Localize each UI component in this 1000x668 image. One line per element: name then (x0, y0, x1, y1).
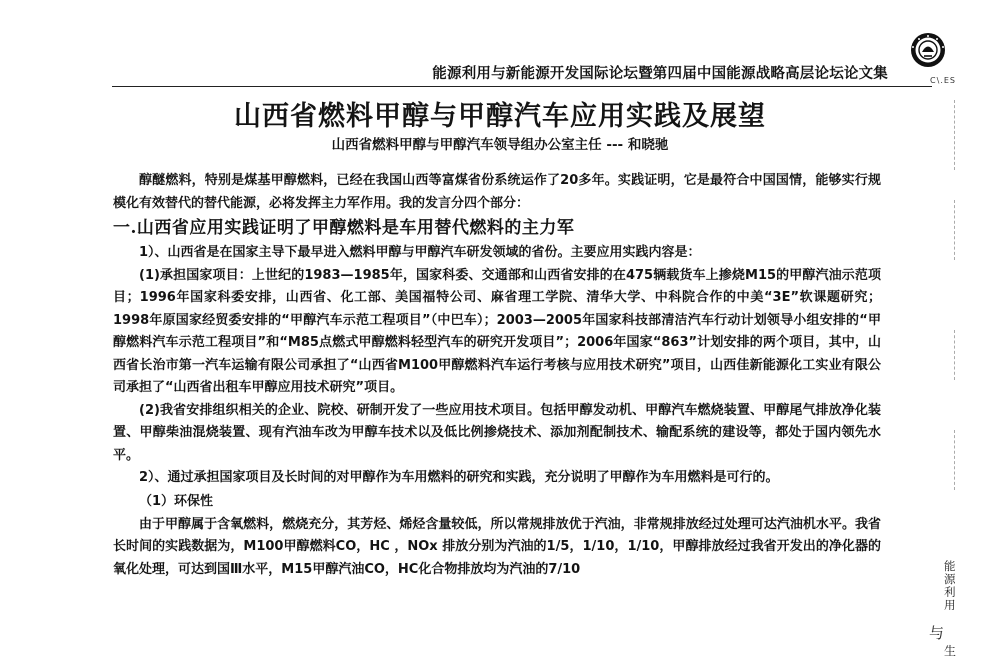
environment-paragraph: 由于甲醇属于含氧燃料，燃烧充分，其芳烃、烯烃含量较低，所以常规排放优于汽油，非常规排放经过处理可达汽油机水平。我省长时间的实践数据为，M100甲醇燃料CO，HC ，NOx 排放分别为汽油的1/5，1/10，1/10，甲醇排放经过我省开发出的净化器的氧化处理，可达到国Ⅲ水平，M15甲醇汽油CO，HC化合物排放均为汽油的7/10 (113, 516, 881, 577)
margin-vertical-text: 能源利用 (944, 559, 956, 612)
running-title: 能源利用与新能源开发国际论坛暨第四届中国能源战略高层论坛论文集 (432, 66, 888, 82)
intro-paragraph: 醇醚燃料，特别是煤基甲醇燃料，已经在我国山西等富煤省份系统运作了20多年。实践证明，它是最符合中国国情，能够实行规模化有效替代的替代能源，必将发挥主力军作用。我的发言分四个部分： (113, 173, 881, 211)
subitem-2: (2)我省安排组织相关的企业、院校、研制开发了一些应用技术项目。包括甲醇发动机、甲醇汽车燃烧装置、甲醇尾气排放净化装置、甲醇柴油混烧装置、现有汽油车改为甲醇车技术以及低比例掺烧技术、添加剂配制技术、输配系统的建设等，都处于国内领先水平。 (113, 402, 881, 463)
header-rule (112, 86, 932, 87)
subheading-environment: （1）环保性 (139, 493, 214, 509)
author-line: 山西省燃料甲醇与甲醇汽车领导组办公室主任 --- 和晓驰 (331, 137, 669, 153)
scan-mark (954, 430, 955, 490)
item-1: 1）、山西省是在国家主导下最早进入燃料甲醇与甲醇汽车研发领域的省份。主要应用实践内容是： (139, 245, 701, 260)
item-2: 2）、通过承担国家项目及长时间的对甲醇作为车用燃料的研究和实践，充分说明了甲醇作为车用燃料是可行的。 (139, 470, 779, 485)
paper-body (113, 170, 881, 581)
society-logo-icon (908, 32, 948, 76)
scan-mark (954, 100, 955, 170)
section-heading: 一.山西省应用实践证明了甲醇燃料是车用替代燃料的主力军 (113, 218, 575, 238)
paper-title: 山西省燃料甲醇与甲醇汽车应用实践及展望 (234, 101, 766, 132)
scan-mark (954, 200, 955, 260)
margin-char: 生 (944, 644, 957, 658)
scan-mark (954, 330, 955, 380)
logo-caption: C\.ES (930, 76, 956, 85)
subitem-1: (1)承担国家项目：上世纪的1983—1985年，国家科委、交通部和山西省安排的在475辆载货车上掺烧M15的甲醇汽油示范项目；1996年国家科委安排，山西省、化工部、美国福特公司、麻省理工学院、清华大学、中科院合作的中美“3E”软课题研究；1998年原国家经贸委安排的“甲醇汽车示范工程项目”（中巴车）；2003—2005年国家科技部清洁汽车行动计划领导小组安排的“甲醇燃料汽车示范工程项目”和“M85点燃式甲醇燃料轻型汽车的研究开发项目”；2006年国家“863”计划安排的两个项目，其中，山西省长治市第一汽车运输有限公司承担了“山西省M100甲醇燃料汽车运行考核与应用技术研究”项目，山西佳新能源化工实业有限公司承担了“山西省出租车甲醇应用技术研究”项目。 (113, 267, 881, 395)
margin-char: 与 (929, 624, 945, 642)
